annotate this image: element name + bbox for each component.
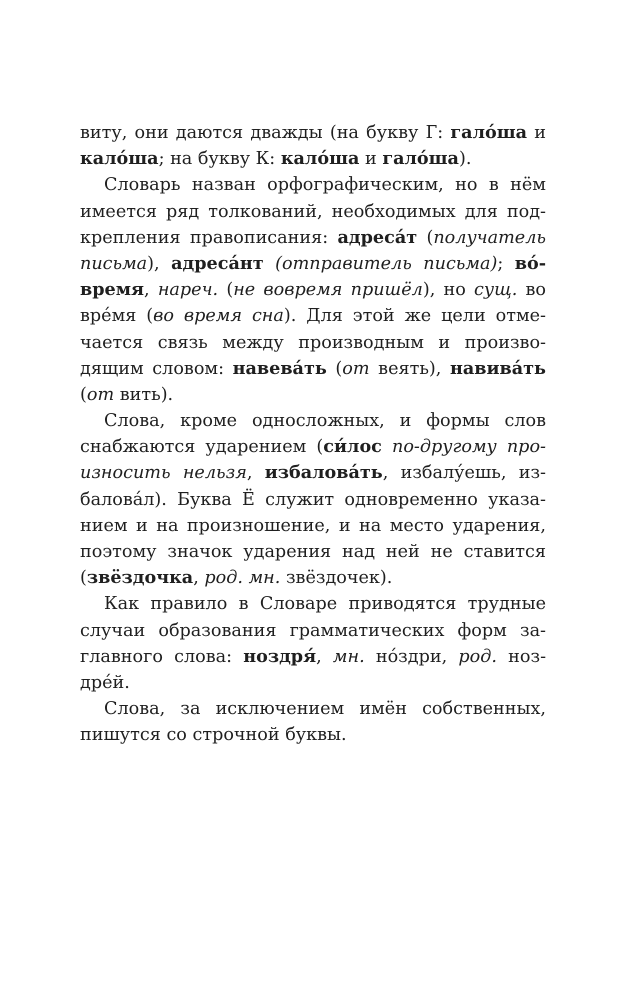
headword: си́лос <box>323 436 382 458</box>
text-run: , избалу́ешь, из- <box>382 463 546 484</box>
headword: навева́ть <box>232 357 327 379</box>
text-run: ). Для этой же цели отме- <box>283 306 546 327</box>
text-run: балова́л). Буква Ё служит одновременно указа- <box>80 489 546 510</box>
text-run: дящим словом: <box>80 358 233 379</box>
text-run: ( <box>417 227 434 248</box>
text-line <box>80 303 546 329</box>
text-line <box>80 696 546 722</box>
text-line <box>80 644 546 670</box>
text-line <box>80 382 546 408</box>
italic-gloss: мн. <box>332 646 365 667</box>
text-run: и <box>359 149 383 170</box>
text-line <box>80 591 546 617</box>
headword: время <box>80 279 145 301</box>
text-run: но́здри, <box>364 646 459 667</box>
italic-gloss: сущ. <box>474 280 518 301</box>
headword: во́- <box>514 252 546 274</box>
headword: гало́ша <box>382 148 459 170</box>
text-run: ; на букву К: <box>158 149 281 170</box>
text-run: чается связь между производным и произво- <box>80 332 546 353</box>
text-run: пишутся со строчной буквы. <box>80 725 347 746</box>
headword: звёздочка <box>86 567 194 589</box>
text-run: нием и на произношение, и на место ударения, <box>80 515 546 536</box>
text-run: имеется ряд толкований, необходимых для под- <box>80 201 546 222</box>
text-line <box>80 565 546 591</box>
text-line <box>80 277 546 303</box>
text-line <box>80 172 546 198</box>
italic-gloss: от <box>86 384 115 405</box>
text-run: , <box>193 568 205 589</box>
text-run: Слова, за исключением имён собственных, <box>104 699 546 720</box>
text-line <box>80 618 546 644</box>
text-run: вре́мя ( <box>80 306 154 327</box>
paragraph-grammatical-forms <box>80 591 546 696</box>
italic-gloss: (отправитель письма) <box>275 253 498 274</box>
italic-gloss: не вовремя пришёл <box>233 280 423 301</box>
italic-gloss: во время сна <box>153 306 284 327</box>
text-line <box>80 146 546 172</box>
text-run: веять), <box>369 358 450 379</box>
text-run: виту, они даются дважды (на букву Г: <box>80 123 451 143</box>
headword: гало́ша <box>450 122 528 143</box>
italic-gloss: род. мн. <box>204 568 281 589</box>
text-run: ). <box>458 149 472 170</box>
text-run: , <box>316 646 333 667</box>
text-run: звёздочек). <box>280 568 393 589</box>
text-line <box>80 199 546 225</box>
headword: ноздря́ <box>243 645 317 667</box>
text-run: вить). <box>114 384 174 405</box>
text-line <box>80 120 546 146</box>
text-line <box>80 722 546 748</box>
text-run: во <box>517 280 547 301</box>
italic-gloss: износить нельзя <box>80 463 247 484</box>
text-run: ), <box>147 253 172 274</box>
text-run: ), но <box>422 280 475 301</box>
italic-gloss: получатель <box>433 227 546 248</box>
headword: кало́ша <box>80 148 159 170</box>
text-line <box>80 225 546 251</box>
text-run: случаи образования грамматических форм за- <box>80 620 546 641</box>
text-line <box>80 408 546 434</box>
text-run: крепления правописания: <box>80 227 338 248</box>
text-run: Слова, кроме односложных, и формы слов <box>104 411 546 432</box>
text-line <box>80 251 546 277</box>
text-line <box>80 539 546 565</box>
italic-gloss: по-другому про- <box>392 437 546 458</box>
paragraph-continuation <box>80 120 546 172</box>
paragraph-dictionary-interpretations <box>80 172 546 408</box>
text-run <box>264 254 275 274</box>
text-run: и <box>527 123 546 143</box>
italic-gloss: род. <box>458 646 497 667</box>
text-line <box>80 513 546 539</box>
headword: избалова́ть <box>264 462 383 484</box>
text-line <box>80 356 546 382</box>
text-run: , <box>246 463 265 484</box>
headword: адреса́т <box>337 226 418 248</box>
headword: адреса́нт <box>171 252 264 274</box>
text-run: ; <box>497 253 515 274</box>
text-run: ( <box>326 358 343 379</box>
text-line <box>80 330 546 356</box>
text-run: поэтому значок ударения над ней не ставится <box>80 542 546 562</box>
text-run: Словарь назван орфографическим, но в нём <box>104 175 546 196</box>
text-line <box>80 460 546 486</box>
italic-gloss: нареч. <box>157 280 219 301</box>
text-line <box>80 434 546 460</box>
text-run: Как правило в Словаре приводятся трудные <box>104 594 546 615</box>
paragraph-lowercase-rule <box>80 696 546 748</box>
paragraph-stress-marks <box>80 408 546 591</box>
headword: кало́ша <box>280 148 360 170</box>
headword: навива́ть <box>449 357 546 379</box>
text-run: ноз- <box>496 646 547 667</box>
text-run: ( <box>218 280 234 301</box>
text-run: , <box>144 280 158 301</box>
text-run: ( <box>80 568 87 589</box>
text-line <box>80 670 546 696</box>
text-run: снабжаются ударением ( <box>80 437 324 458</box>
text-run: дре́й. <box>80 672 130 693</box>
text-run <box>382 437 392 457</box>
text-run: главного слова: <box>80 646 244 667</box>
italic-gloss: от <box>342 358 370 379</box>
text-line <box>80 487 546 513</box>
italic-gloss: письма <box>80 253 148 274</box>
text-run: ( <box>80 384 87 405</box>
document-page <box>80 120 546 749</box>
